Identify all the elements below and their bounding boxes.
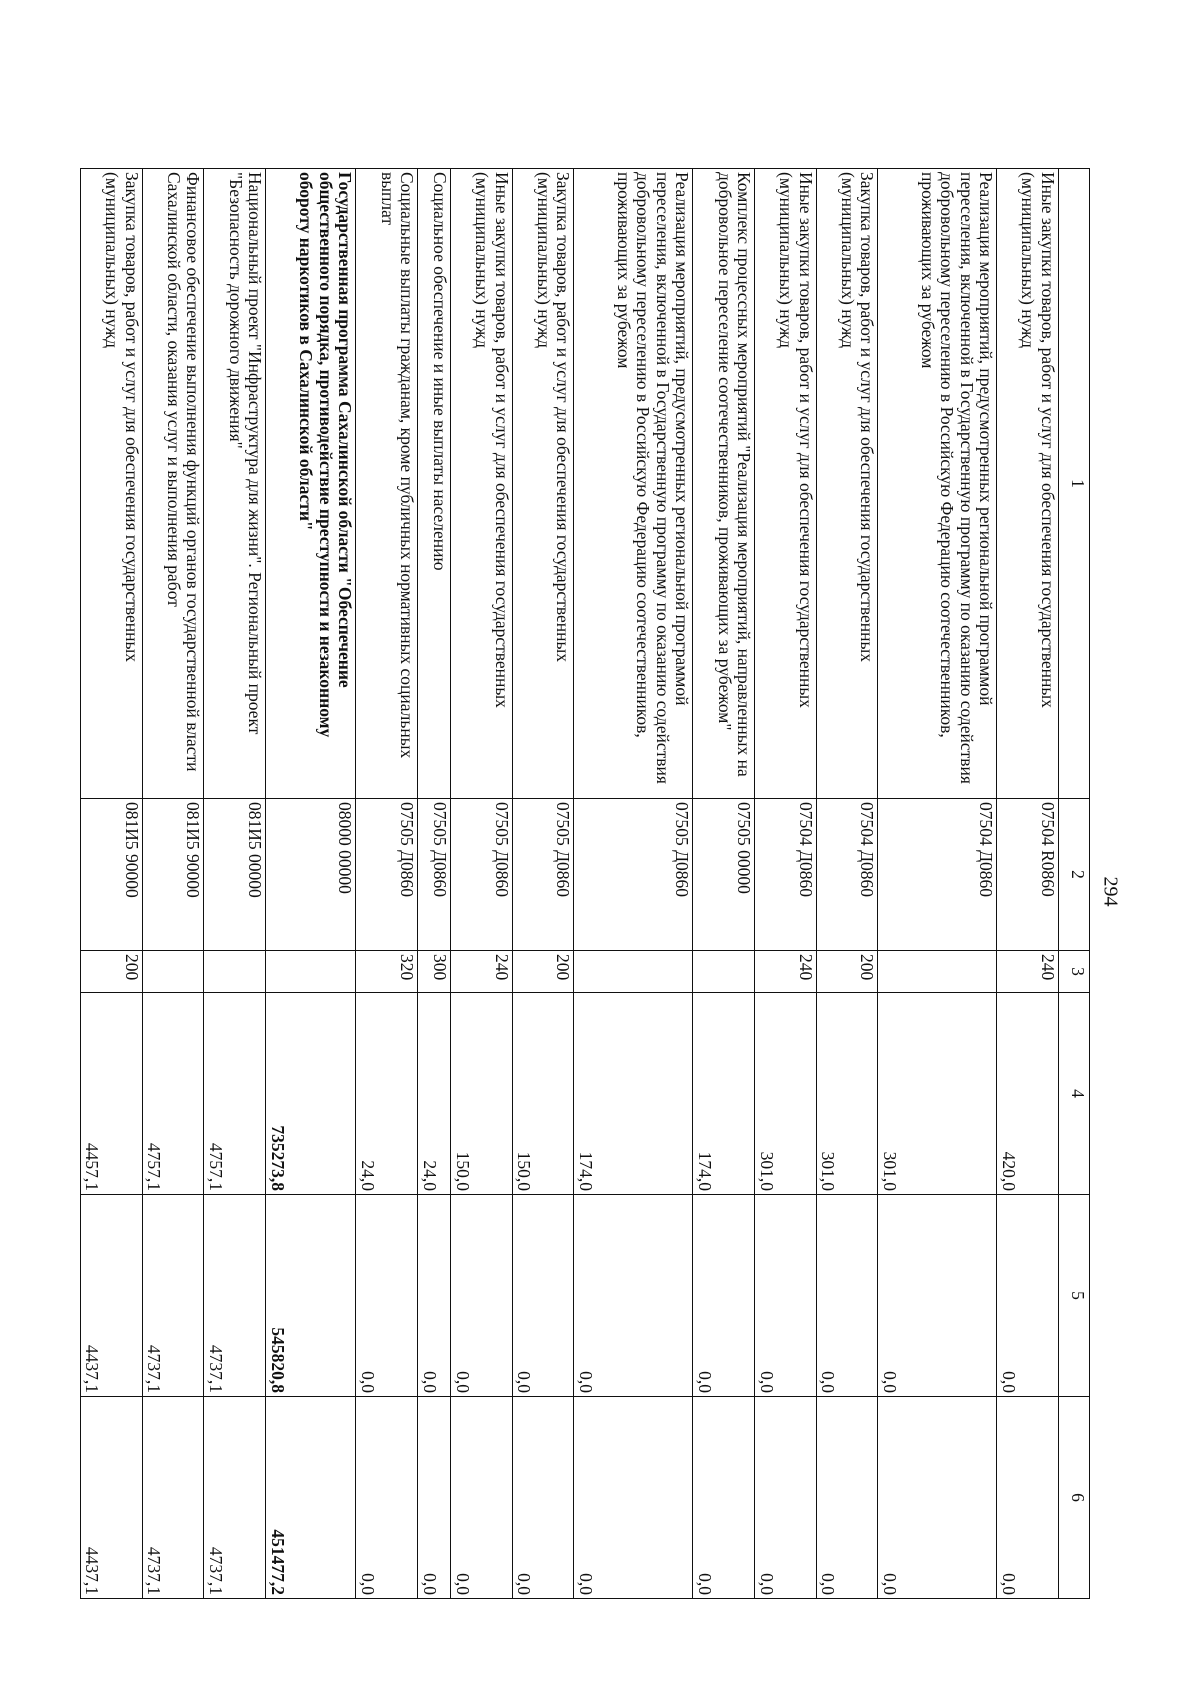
cell-code: 08000 00000 [266,799,356,951]
cell-type [266,951,356,993]
cell-value-col6: 0,0 [693,1397,755,1599]
cell-type: 200 [512,951,574,993]
cell-value-col6: 4737,1 [142,1397,204,1599]
cell-code: 07504 Д0860 [755,799,817,951]
cell-type: 240 [755,951,817,993]
cell-value-col4: 301,0 [816,993,878,1195]
cell-value-col5: 0,0 [418,1195,451,1397]
cell-type: 300 [418,951,451,993]
cell-name: Закупка товаров, работ и услуг для обеспечения государственных (муниципальных) нужд [512,169,574,799]
cell-value-col5: 4437,1 [81,1195,143,1397]
cell-code: 07505 Д0860 [451,799,513,951]
cell-name: Социальные выплаты гражданам, кроме публичных нормативных социальных выплат [356,169,418,799]
table-row [878,169,997,1599]
cell-value-col6: 0,0 [997,1397,1059,1599]
cell-value-col6: 0,0 [755,1397,817,1599]
rotated-table-page [80,168,1090,1598]
table-row [693,169,755,1599]
cell-value-col5: 0,0 [816,1195,878,1397]
header-col-4: 4 [1059,993,1090,1195]
cell-value-col4: 735273,8 [266,993,356,1195]
table-row [574,169,693,1599]
cell-value-col5: 0,0 [451,1195,513,1397]
table-row [755,169,817,1599]
cell-value-col5: 545820,8 [266,1195,356,1397]
cell-value-col6: 0,0 [816,1397,878,1599]
header-col-1: 1 [1059,169,1090,799]
cell-value-col4: 301,0 [878,993,997,1195]
cell-value-col4: 4757,1 [142,993,204,1195]
cell-name: Комплекс процессных мероприятий "Реализация мероприятий, направленных на добровольное переселение соотечественников, проживающих за рубежом" [693,169,755,799]
cell-name: Государственная программа Сахалинской области "Обеспечение общественного порядка, противодействие преступности и незаконному обороту наркотиков в Сахалинской области" [266,169,356,799]
cell-value-col5: 4737,1 [142,1195,204,1397]
cell-code: 07504 Д0860 [878,799,997,951]
page-number: 294 [1099,876,1122,907]
cell-type [878,951,997,993]
cell-code: 07504 Д0860 [816,799,878,951]
cell-value-col4: 4757,1 [204,993,266,1195]
cell-value-col4: 420,0 [997,993,1059,1195]
table-row [266,169,356,1599]
cell-name: Реализация мероприятий, предусмотренных региональной программой переселения, включенной в Государственную программу по оказанию содействия добровольному переселению в Российскую Федерацию соотечественников, проживающих за рубежом [574,169,693,799]
cell-code: 07505 Д0860 [418,799,451,951]
table-row [997,169,1059,1599]
cell-value-col6: 4737,1 [204,1397,266,1599]
table-row [512,169,574,1599]
cell-name: Финансовое обеспечение выполнения функций органов государственной власти Сахалинской области, оказания услуг и выполнения работ [142,169,204,799]
cell-value-col5: 0,0 [755,1195,817,1397]
cell-type: 200 [81,951,143,993]
table-row [816,169,878,1599]
table-row [356,169,418,1599]
cell-value-col6: 0,0 [451,1397,513,1599]
cell-type: 240 [997,951,1059,993]
cell-code: 07505 Д0860 [574,799,693,951]
cell-name: Национальный проект "Инфраструктура для жизни". Региональный проект "Безопасность дорожного движения" [204,169,266,799]
cell-value-col4: 174,0 [693,993,755,1195]
cell-type [204,951,266,993]
cell-type [693,951,755,993]
cell-code: 081И5 90000 [81,799,143,951]
cell-value-col4: 174,0 [574,993,693,1195]
cell-name: Реализация мероприятий, предусмотренных региональной программой переселения, включенной в Государственную программу по оказанию содействия добровольному переселению в Российскую Федерацию соотечественников, проживающих за рубежом [878,169,997,799]
cell-value-col5: 0,0 [356,1195,418,1397]
cell-code: 07505 Д0860 [356,799,418,951]
cell-value-col4: 24,0 [418,993,451,1195]
cell-value-col4: 150,0 [512,993,574,1195]
cell-value-col4: 150,0 [451,993,513,1195]
cell-name: Социальное обеспечение и иные выплаты населению [418,169,451,799]
cell-value-col6: 0,0 [418,1397,451,1599]
cell-value-col5: 0,0 [997,1195,1059,1397]
budget-table [80,168,1090,1599]
cell-value-col5: 0,0 [878,1195,997,1397]
cell-value-col6: 4437,1 [81,1397,143,1599]
cell-code: 07505 Д0860 [512,799,574,951]
cell-code: 081И5 00000 [204,799,266,951]
cell-value-col6: 0,0 [574,1397,693,1599]
table-row [204,169,266,1599]
cell-value-col4: 301,0 [755,993,817,1195]
cell-value-col5: 0,0 [512,1195,574,1397]
cell-type: 200 [816,951,878,993]
cell-value-col4: 24,0 [356,993,418,1195]
cell-code: 081И5 90000 [142,799,204,951]
cell-value-col4: 4457,1 [81,993,143,1195]
header-col-5: 5 [1059,1195,1090,1397]
header-col-6: 6 [1059,1397,1090,1599]
table-row [418,169,451,1599]
cell-type [142,951,204,993]
cell-value-col6: 0,0 [878,1397,997,1599]
cell-name: Закупка товаров, работ и услуг для обеспечения государственных (муниципальных) нужд [81,169,143,799]
cell-value-col6: 0,0 [512,1397,574,1599]
header-row [1059,169,1090,1599]
header-col-3: 3 [1059,951,1090,993]
cell-name: Закупка товаров, работ и услуг для обеспечения государственных (муниципальных) нужд [816,169,878,799]
cell-name: Иные закупки товаров, работ и услуг для обеспечения государственных (муниципальных) нужд [997,169,1059,799]
table-row [451,169,513,1599]
table-row [142,169,204,1599]
cell-type: 320 [356,951,418,993]
cell-value-col5: 4737,1 [204,1195,266,1397]
cell-code: 07505 00000 [693,799,755,951]
cell-value-col5: 0,0 [574,1195,693,1397]
cell-value-col5: 0,0 [693,1195,755,1397]
header-col-2: 2 [1059,799,1090,951]
cell-type [574,951,693,993]
cell-name: Иные закупки товаров, работ и услуг для обеспечения государственных (муниципальных) нужд [451,169,513,799]
cell-type: 240 [451,951,513,993]
cell-name: Иные закупки товаров, работ и услуг для обеспечения государственных (муниципальных) нужд [755,169,817,799]
cell-value-col6: 451477,2 [266,1397,356,1599]
cell-value-col6: 0,0 [356,1397,418,1599]
table-row [81,169,143,1599]
cell-code: 07504 R0860 [997,799,1059,951]
